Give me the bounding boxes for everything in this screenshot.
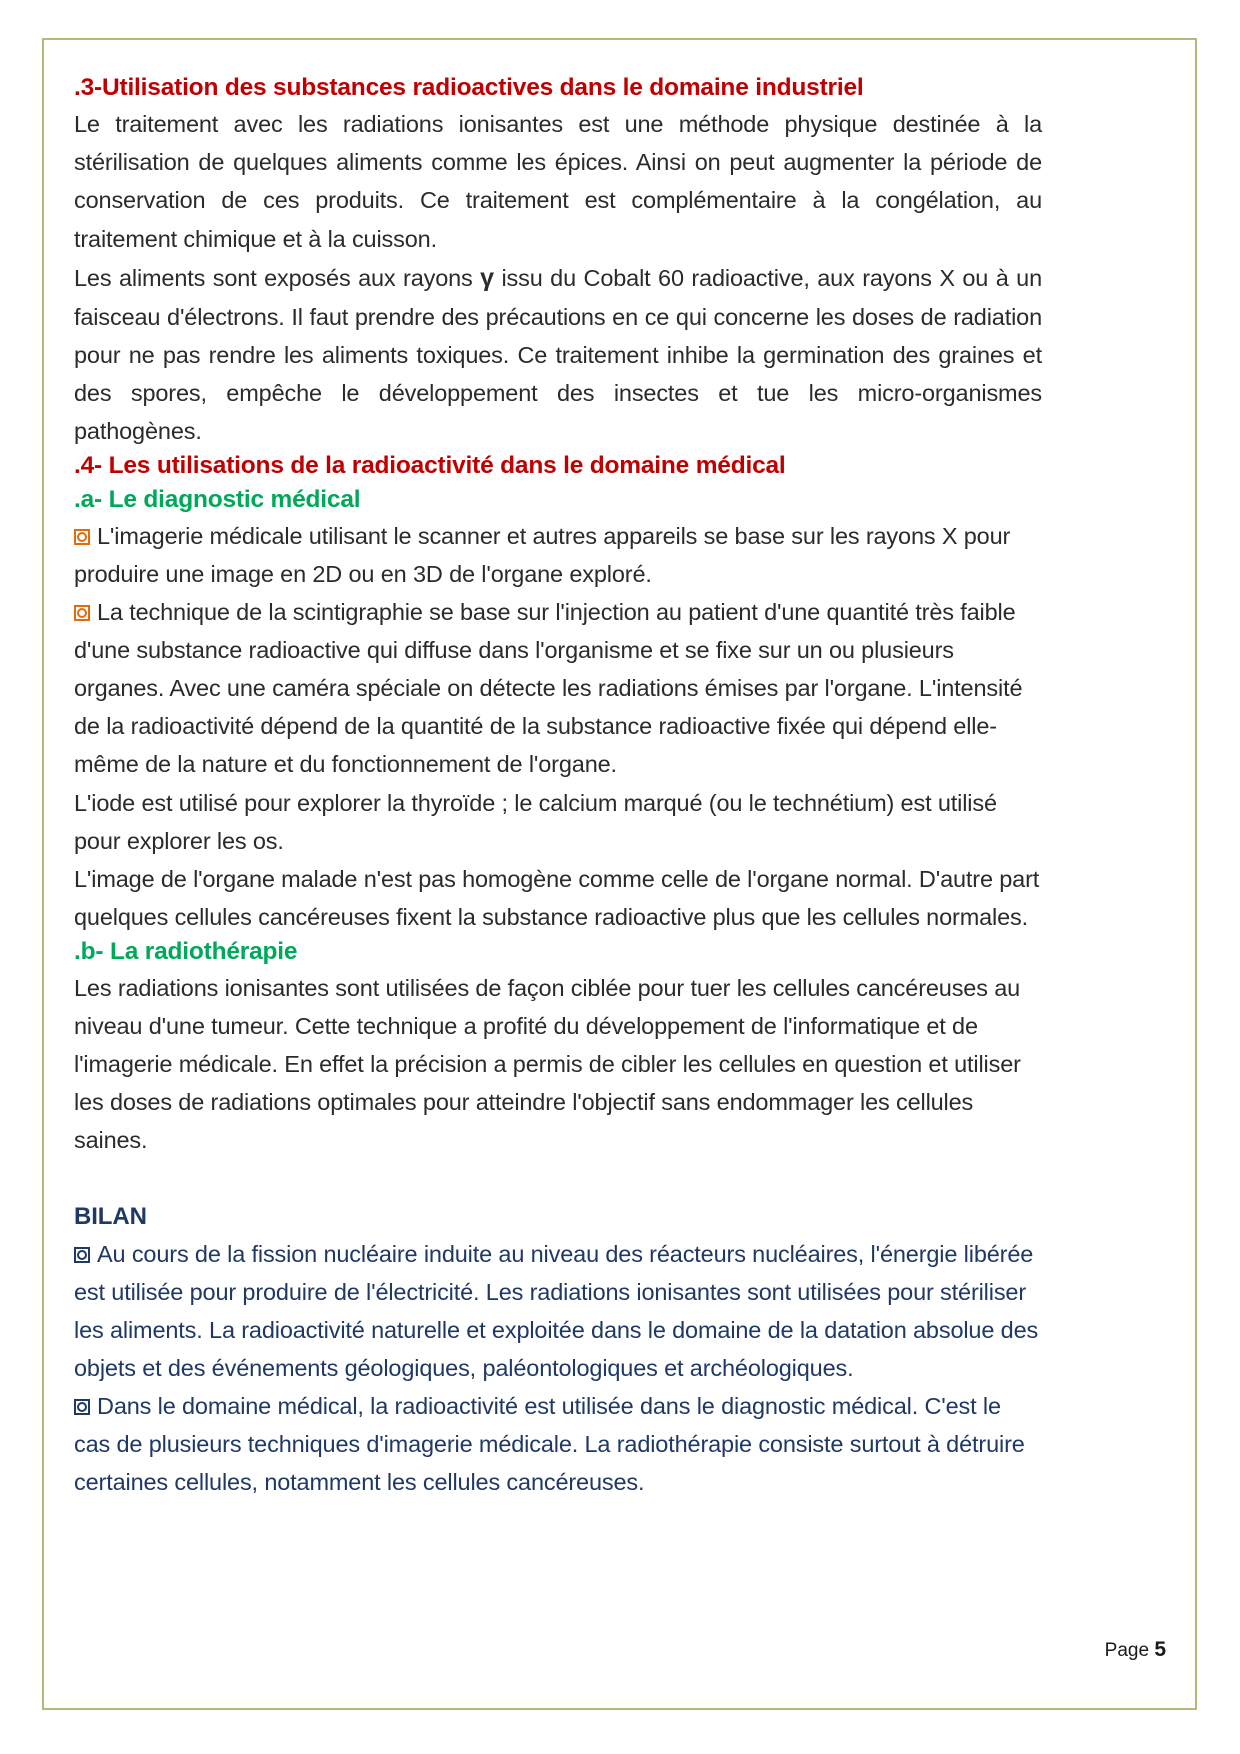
square-ring-bullet-icon — [74, 529, 90, 545]
section-spacer — [74, 1159, 1042, 1201]
paragraph-diagnostic-image: L'image de l'organe malade n'est pas homogène comme celle de l'organe normal. D'autre part quelques cellules cancéreuses fixent la substance radioactive plus que les cellules normales. — [74, 865, 1040, 930]
paragraph-radiotherapy-1: Les radiations ionisantes sont utilisées de façon ciblée pour tuer les cellules cancéreuses au niveau d'une tumeur. Cette technique a profité du développement de l'informatique et de l'imagerie médicale. En effet la précision a permis de cibler les cellules en question et utiliser les doses de radiations optimales pour atteindre l'objectif sans endommager les cellules saines. — [74, 975, 1021, 1154]
square-ring-bullet-icon — [74, 1247, 90, 1263]
page-content — [74, 72, 1042, 1501]
paragraph-industrial-2-part2: issu du Cobalt 60 radioactive, aux rayons X ou à un faisceau d'électrons. Il faut prendre des précautions en ce qui concerne les doses de radiation pour ne pas rendre les aliments toxiques. Ce traitement inhibe la germination des graines et des spores, empêche le développement des insectes et tue les micro-organismes pathogènes. — [74, 264, 1043, 445]
paragraph-industrial-2 — [74, 258, 1042, 451]
bullet-item-diagnostic-1 — [74, 517, 1042, 593]
bullet-item-bilan-1 — [74, 1235, 1042, 1387]
bullet-item-bilan-1-text: Au cours de la fission nucléaire induite au niveau des réacteurs nucléaires, l'énergie libérée est utilisée pour produire de l'électricité. Les radiations ionisantes sont utilisées pour stériliser les aliments. La radioactivité naturelle et exploitée dans le domaine de la datation absolue des objets et des événements géologiques, paléontologiques et archéologiques. — [74, 1240, 1039, 1381]
bullet-item-diagnostic-1-text: L'imagerie médicale utilisant le scanner et autres appareils se base sur les rayons X pour produire une image en 2D ou en 3D de l'organe exploré. — [74, 523, 1011, 588]
bullet-item-bilan-2-text: Dans le domaine médical, la radioactivité est utilisée dans le diagnostic médical. C'est le cas de plusieurs techniques d'imagerie médicale. La radiothérapie consiste surtout à détruire certaines cellules, notamment les cellules cancéreuses. — [74, 1392, 1025, 1495]
paragraph-diagnostic-iode: L'iode est utilisé pour explorer la thyroïde ; le calcium marqué (ou le technétium) est utilisé pour explorer les os. — [74, 789, 997, 854]
gamma-symbol: γ — [480, 263, 494, 292]
heading-medical-uses: .4- Les utilisations de la radioactivité dans le domaine médical — [74, 452, 786, 480]
square-ring-bullet-icon — [74, 1399, 90, 1415]
paragraph-industrial-2-part1: Les aliments sont exposés aux rayons — [74, 264, 481, 291]
page-footer — [1105, 1638, 1166, 1662]
heading-medical-diagnostic: .a- Le diagnostic médical — [74, 485, 361, 513]
paragraph-industrial-1: Le traitement avec les radiations ionisantes est une méthode physique destinée à la stérilisation de quelques aliments comme les épices. Ainsi on peut augmenter la période de conservation de ces produits. Ce traitement est complémentaire à la congélation, au traitement chimique et à la cuisson. — [74, 111, 1042, 252]
bullet-item-bilan-2 — [74, 1387, 1042, 1501]
bullet-item-diagnostic-2 — [74, 593, 1042, 783]
heading-radiotherapy: .b- La radiothérapie — [74, 937, 298, 965]
page-number: 5 — [1154, 1638, 1166, 1661]
bullet-item-diagnostic-2-text: La technique de la scintigraphie se base sur l'injection au patient d'une quantité très faible d'une substance radioactive qui diffuse dans l'organisme et se fixe sur un ou plusieurs organes. Avec une caméra spéciale on détecte les radiations émises par l'organe. L'intensité de la radioactivité dépend de la quantité de la substance radioactive fixée qui dépend elle-même de la nature et du fonctionnement de l'organe. — [74, 599, 1023, 778]
page-label: Page — [1104, 1640, 1150, 1661]
square-ring-bullet-icon — [74, 605, 90, 621]
heading-industrial-uses: .3-Utilisation des substances radioactives dans le domaine industriel — [74, 74, 864, 101]
heading-bilan: BILAN — [74, 1203, 147, 1231]
